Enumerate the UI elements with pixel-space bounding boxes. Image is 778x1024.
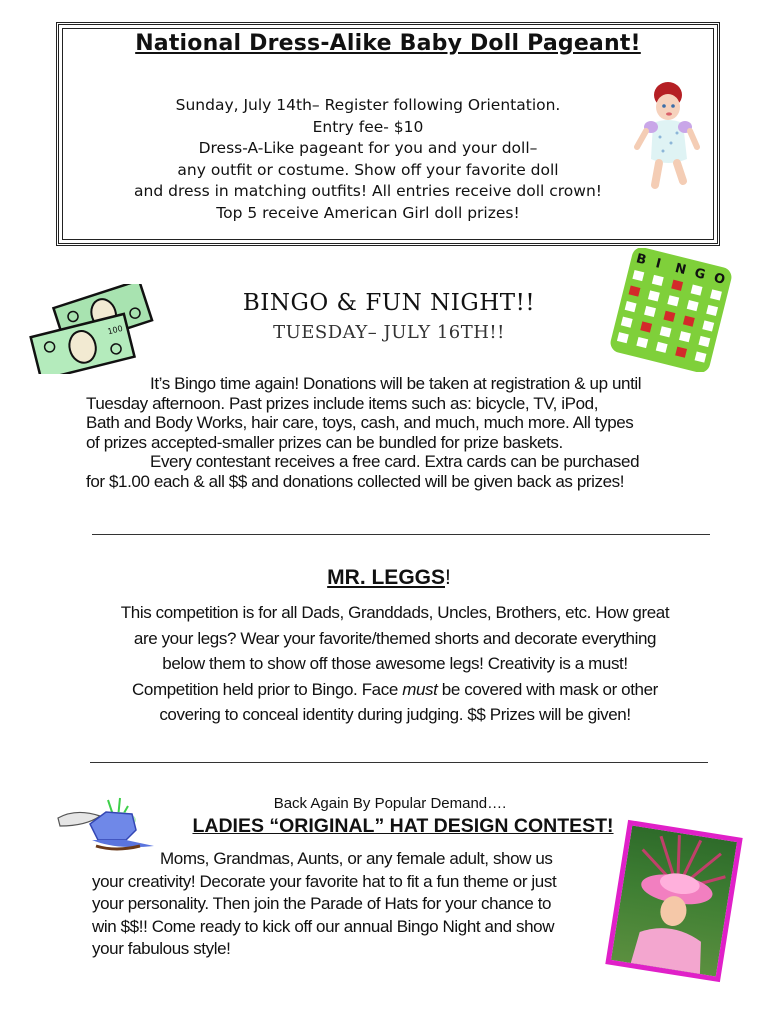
leggs-title-text: MR. LEGGS <box>327 566 445 589</box>
pageant-line: Entry fee- $10 <box>312 117 424 136</box>
pageant-line: Top 5 receive American Girl doll prizes! <box>216 203 520 222</box>
bingo-line: Tuesday afternoon. Past prizes include items such as: bicycle, TV, iPod, <box>86 393 599 413</box>
bingo-description <box>86 374 716 491</box>
pageant-title: National Dress-Alike Baby Doll Pageant! <box>135 31 641 56</box>
bingo-title: BINGO & FUN NIGHT!! <box>242 290 536 316</box>
hat-kicker: Back Again By Popular Demand…. <box>273 795 507 812</box>
leggs-line: are your legs? Wear your favorite/themed shorts and decorate everything <box>133 628 657 648</box>
pageant-section <box>56 22 720 246</box>
leggs-line: below them to show off those awesome legs! Creativity is a must! <box>162 654 628 673</box>
leggs-description <box>80 600 710 728</box>
hat-line: your fabulous style! <box>92 939 231 958</box>
leggs-line: This competition is for all Dads, Granddads, Uncles, Brothers, etc. How great <box>120 603 670 622</box>
bingo-letter: G <box>692 265 707 283</box>
bingo-line: Every contestant receives a free card. Extra cards can be purchased <box>150 452 640 471</box>
bingo-letter: O <box>712 270 727 288</box>
svg-text:100: 100 <box>106 323 124 337</box>
hat-description <box>92 848 612 961</box>
bingo-line: of prizes accepted-smaller prizes can be bundled for prize baskets. <box>86 432 563 452</box>
pageant-line: Sunday, July 14th– Register following Orientation. <box>175 96 561 114</box>
hat-line: Moms, Grandmas, Aunts, or any female adult, show us <box>160 849 553 868</box>
hat-line: win $$!! Come ready to kick off our annual Bingo Night and show <box>92 916 555 936</box>
baby-doll-image <box>633 81 703 193</box>
hat-line: your creativity! Decorate your favorite hat to fit a fun theme or just <box>92 871 557 891</box>
bingo-line: Bath and Body Works, hair care, toys, cash, and much, much more. All types <box>86 413 634 432</box>
leggs-line-part: Competition held prior to Bingo. Face <box>132 679 403 699</box>
girl-in-pink-hat-illustration <box>611 826 737 977</box>
leggs-line-part: be covered with mask or other <box>437 679 658 699</box>
bingo-card-image <box>610 248 732 372</box>
hat-title: LADIES “ORIGINAL” HAT DESIGN CONTEST! <box>192 815 614 837</box>
leggs-line: covering to conceal identity during judging. $$ Prizes will be given! <box>159 705 631 724</box>
pageant-line: Dress-A-Like pageant for you and your doll– <box>198 139 538 157</box>
hat-contest-photo <box>605 820 742 982</box>
section-divider <box>92 534 710 535</box>
pageant-line: and dress in matching outfits! All entries receive doll crown! <box>134 182 602 200</box>
leggs-title <box>0 566 778 590</box>
bingo-letter: N <box>673 261 688 279</box>
leggs-title-suffix: ! <box>445 566 451 589</box>
bingo-letter: I <box>653 256 663 272</box>
section-divider <box>90 762 708 763</box>
bingo-date: TUESDAY– JULY 16TH!! <box>273 322 505 343</box>
pageant-line: any outfit or costume. Show off your favorite doll <box>177 160 559 179</box>
leggs-line <box>80 677 710 703</box>
bingo-letter: B <box>634 251 648 269</box>
bingo-line: It’s Bingo time again! Donations will be taken at registration & up until <box>150 374 642 393</box>
pageant-description <box>79 95 657 224</box>
hat-line: your personality. Then join the Parade of Hats for your chance to <box>92 894 552 913</box>
bingo-line: for $1.00 each & all $$ and donations collected will be given back as prizes! <box>86 471 625 491</box>
leggs-emphasis: must <box>402 679 438 699</box>
